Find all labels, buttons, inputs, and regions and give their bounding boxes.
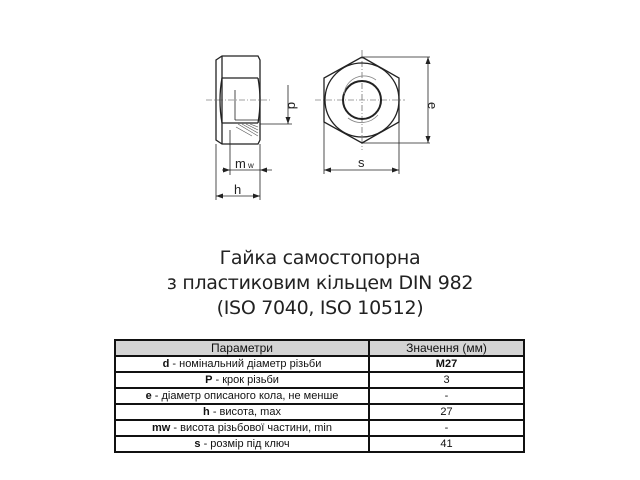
spec-table	[114, 339, 525, 453]
dim-label-d: d	[285, 102, 300, 110]
value-cell: 3	[369, 372, 524, 388]
param-cell	[115, 436, 369, 452]
param-desc: - висота, max	[209, 406, 281, 418]
title-line-1: Гайка самостопорна	[219, 247, 421, 269]
param-desc: - розмір під ключ	[200, 438, 290, 450]
table-row	[115, 436, 524, 452]
param-desc: - номінальний діаметр різьби	[169, 358, 322, 370]
nut-technical-drawing	[200, 40, 450, 210]
table-row	[115, 388, 524, 404]
param-cell	[115, 372, 369, 388]
param-symbol: mw	[152, 422, 171, 434]
param-symbol: P	[205, 374, 213, 386]
param-desc: - крок різьби	[212, 374, 279, 386]
param-symbol: e	[145, 390, 152, 402]
param-symbol: d	[162, 358, 170, 370]
value-cell: -	[369, 388, 524, 404]
dim-label-s: s	[358, 155, 365, 170]
table-row	[115, 404, 524, 420]
param-cell	[115, 420, 369, 436]
dim-label-mw: m	[235, 156, 246, 171]
dim-label-e: e	[425, 102, 440, 110]
title-line-3: (ISO 7040, ISO 10512)	[216, 297, 424, 319]
product-title	[0, 246, 640, 321]
param-symbol: h	[203, 406, 210, 418]
param-desc: - діаметр описаного кола, не менше	[151, 390, 339, 402]
value-cell: 41	[369, 436, 524, 452]
param-cell	[115, 404, 369, 420]
param-desc: - висота різьбової частини, min	[170, 422, 332, 434]
table-row	[115, 420, 524, 436]
value-cell: 27	[369, 404, 524, 420]
param-cell	[115, 356, 369, 372]
table-header-row	[115, 340, 524, 356]
table-row	[115, 372, 524, 388]
param-symbol: s	[194, 438, 201, 450]
value-cell: -	[369, 420, 524, 436]
table-row	[115, 356, 524, 372]
param-cell	[115, 388, 369, 404]
header-value: Значення (мм)	[369, 340, 524, 356]
dim-label-mw-sub: w	[248, 161, 254, 170]
value-cell: M27	[369, 356, 524, 372]
dim-label-h: h	[234, 182, 242, 197]
title-line-2: з пластиковим кільцем DIN 982	[166, 272, 474, 294]
header-param: Параметри	[115, 340, 369, 356]
